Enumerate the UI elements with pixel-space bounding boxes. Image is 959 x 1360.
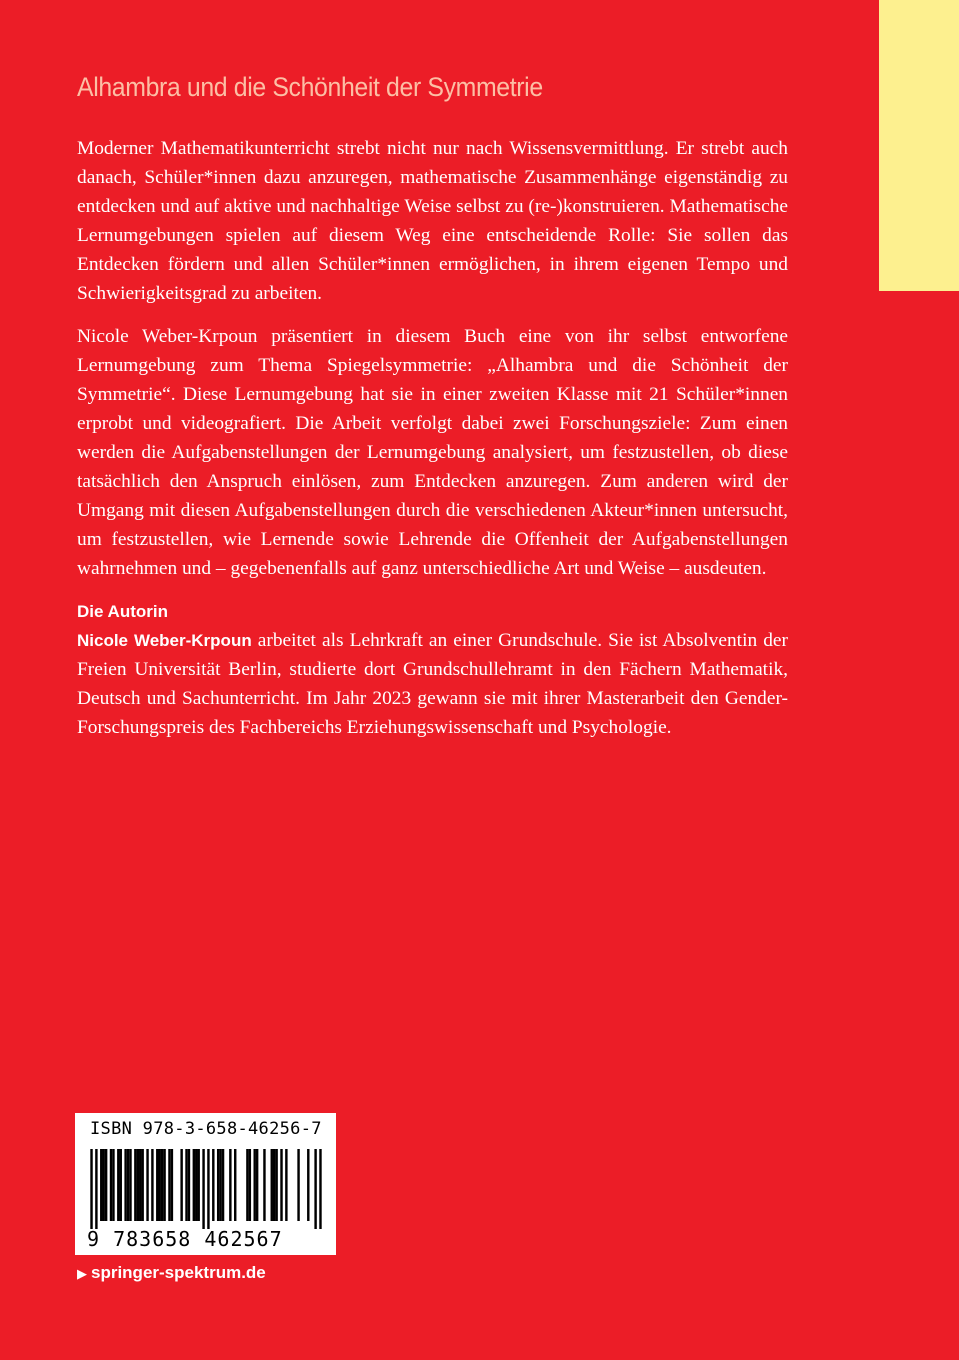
barcode-bar [263,1149,265,1221]
isbn-label: ISBN 978-3-658-46256-7 [90,1119,322,1139]
barcode-bar [234,1149,236,1221]
barcode-bar [207,1149,209,1229]
barcode-bar [156,1149,158,1221]
barcode-bar [112,1149,114,1221]
summary-paragraph: Nicole Weber-Krpoun präsentiert in diesem Buch eine von ihr selbst entworfene Lernumgebung zum Thema Spiegelsymmetrie: „Alhambra und die Schönheit der Symmetrie“. Diese Lernumgebung hat sie in einer zweiten Klasse mit 21 Schüler*innen erprobt und videografiert. Die Arbeit verfolgt dabei zwei Forschungsziele: Zum einen werden die Aufgabenstellungen der Lernumgebung analysiert, um festzustellen, ob diese tatsächlich den Anspruch einlösen, zum Entdecken anzuregen. Zum anderen wird der Umgang mit diesen Aufgabenstellungen durch die verschiedenen Akteur*innen untersucht, um festzustellen, wie Lernende sowie Lehrende die Offenheit der Aufgabenstellungen wahrnehmen und – gegebenenfalls auf ganz unterschiedliche Art und Weise – ausdeuten. [77,326,788,579]
book-title: Alhambra und die Schönheit der Symmetrie [77,72,543,102]
barcode-bar [124,1149,126,1221]
barcode-bar [285,1149,287,1221]
barcode-bar [249,1149,251,1221]
barcode-bar [219,1149,221,1221]
barcode-bar [139,1149,141,1221]
barcode-bar [141,1149,143,1221]
barcode-bars [83,1149,329,1229]
barcode-bar [117,1149,119,1221]
barcode-bar [188,1149,190,1221]
website-label: springer-spektrum.de [91,1263,266,1282]
barcode-bar [102,1149,104,1221]
barcode-bar [168,1149,170,1221]
author-bio-text: arbeitet als Lehrkraft an einer Grundschule. Sie ist Absolventin der Freien Universität Berlin, studierte dort Grundschullehramt in den Fächern Mathematik, Deutsch und Sachunterricht. Im Jahr 2023 gewann sie mit ihrer Masterarbeit den Gender-Forschungspreis des Fachbereichs Erziehungswissenschaft und Psychologie. [77,630,788,738]
barcode-bar [193,1149,195,1221]
barcode-bar [217,1149,219,1221]
barcode-bar [271,1149,273,1221]
barcode-bar [319,1149,321,1229]
barcode-bar [105,1149,107,1221]
barcode-bar [151,1149,153,1221]
back-cover-text [77,134,788,756]
publisher-website[interactable] [77,1263,266,1283]
barcode-bar [120,1149,122,1221]
barcode-bar [307,1149,309,1221]
barcode-bar [229,1149,231,1221]
barcode-bar [146,1149,148,1221]
barcode-bar [100,1149,102,1221]
barcode-bar [280,1149,282,1221]
barcode-bar [129,1149,131,1221]
author-bio [77,626,788,742]
barcode-bar [222,1149,224,1221]
author-name: Nicole Weber-Krpoun [77,631,252,650]
barcode-bar [180,1149,182,1221]
barcode-bar [127,1149,129,1221]
barcode-bar [163,1149,165,1221]
barcode-bar [137,1149,139,1221]
barcode-bar [90,1149,92,1229]
barcode-bar [256,1149,258,1221]
barcode-bar [212,1149,214,1221]
barcode-bar [202,1149,204,1229]
barcode-digits: 9 783658 462567 [87,1227,283,1251]
yellow-color-tab [879,0,959,291]
barcode-bar [159,1149,161,1221]
barcode-bar [195,1149,197,1221]
arrow-right-icon: ▶ [77,1266,87,1281]
barcode-bar [314,1149,316,1229]
barcode-bar [110,1149,112,1221]
barcode-bar [297,1149,299,1221]
barcode-bar [185,1149,187,1221]
barcode-bar [275,1149,277,1221]
barcode-bar [161,1149,163,1221]
barcode-bar [273,1149,275,1221]
barcode-bar [197,1149,199,1221]
author-heading: Die Autorin [77,602,168,621]
barcode-bar [253,1149,255,1221]
isbn-barcode [75,1113,336,1255]
barcode-bar [246,1149,248,1221]
barcode-bar [171,1149,173,1221]
barcode-bar [134,1149,136,1221]
barcode-bar [95,1149,97,1229]
intro-paragraph: Moderner Mathematikunterricht strebt nicht nur nach Wissensvermittlung. Er strebt auch danach, Schüler*innen dazu anzuregen, mathematische Zusammenhänge eigenständig zu entdecken und auf aktive und nachhaltige Weise selbst zu (re-)konstruieren. Mathematische Lernumgebungen spielen auf diesem Weg eine entscheidende Rolle: Sie sollen das Entdecken fördern und allen Schüler*innen ermöglichen, in ihrem eigenen Tempo und Schwierigkeitsgrad zu arbeiten. [77,138,788,304]
